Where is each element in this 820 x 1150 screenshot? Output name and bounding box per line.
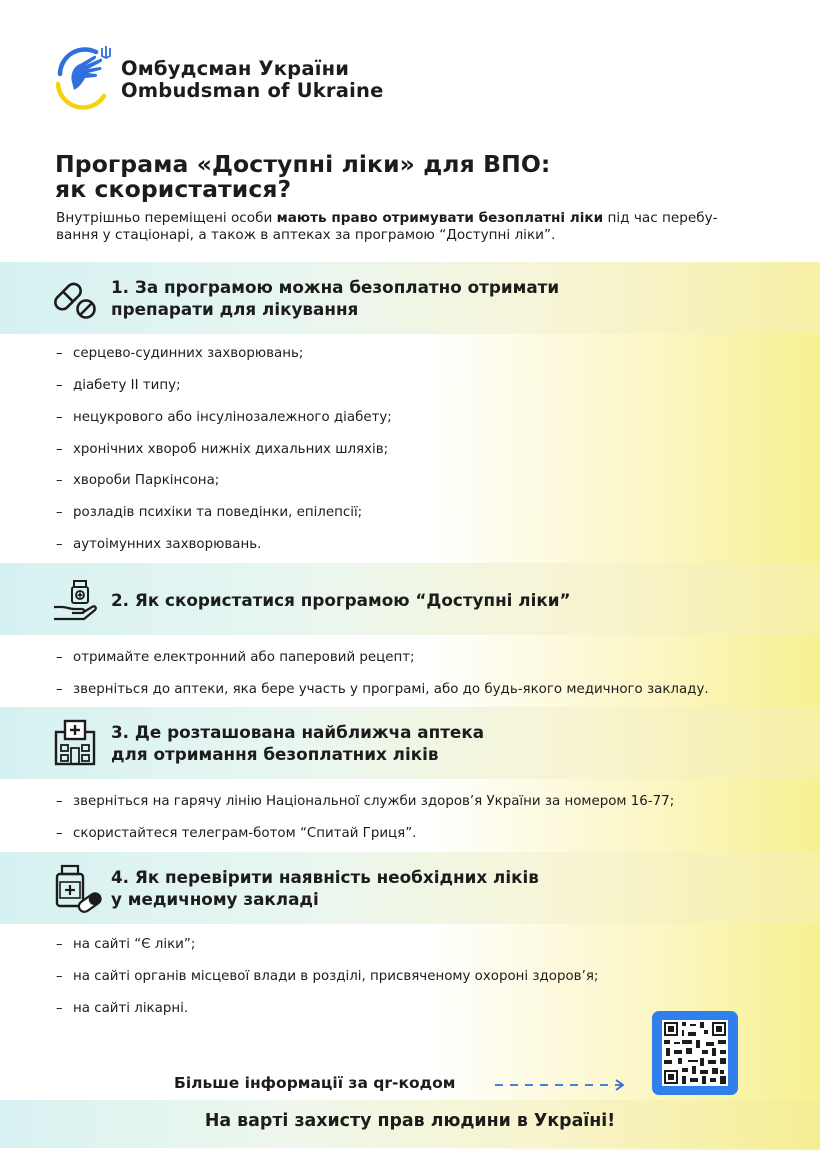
- pills-icon: [52, 278, 98, 324]
- heading-line: 3. Де розташована найближча аптека: [111, 722, 485, 742]
- heading-line: 2. Як скористатися програмою “Доступні ліки”: [111, 590, 571, 610]
- section-1-header: [0, 262, 820, 334]
- brand-en: Ombudsman of Ukraine: [121, 79, 384, 102]
- list-item-text: серцево-судинних захворювань;: [73, 346, 304, 361]
- list-item: – зверніться до аптеки, яка бере участь у програмі, або до будь-якого медичного закладу.: [56, 682, 709, 697]
- intro-paragraph: [56, 210, 756, 244]
- list-item-text: отримайте електронний або паперовий рецепт;: [73, 650, 415, 665]
- list-item-text: хвороби Паркінсона;: [73, 473, 220, 488]
- list-item: – зверніться на гарячу лінію Національної служби здоров’я України за номером 16-77;: [56, 794, 675, 809]
- list-item-text: хронічних хвороб нижніх дихальних шляхів;: [73, 442, 389, 457]
- section-2-heading: [111, 589, 571, 611]
- more-info-text: Більше інформації за qr-кодом: [174, 1074, 456, 1092]
- dashed-arrow-right-icon: [494, 1077, 628, 1096]
- page-title: [55, 152, 550, 202]
- slogan: На варті захисту прав людини в Україні!: [204, 1111, 616, 1131]
- list-item: – отримайте електронний або паперовий рецепт;: [56, 650, 415, 665]
- heading-line: 4. Як перевірити наявність необхідних ліків: [111, 867, 539, 887]
- heading-line: для отримання безоплатних ліків: [111, 744, 439, 764]
- list-item: – хронічних хвороб нижніх дихальних шляхів;: [56, 442, 389, 457]
- list-item: – діабету ІІ типу;: [56, 378, 181, 393]
- section-4-heading: [111, 866, 539, 910]
- list-item-text: зверніться на гарячу лінію Національної служби здоров’я України за номером 16-77;: [73, 794, 675, 809]
- list-item-text: на сайті органів місцевої влади в розділі, присвяченому охороні здоров’я;: [73, 969, 599, 984]
- list-item: – на сайті лікарні.: [56, 1001, 189, 1016]
- list-item: – аутоімунних захворювань.: [56, 537, 262, 552]
- list-item: – скористайтеся телеграм-ботом “Спитай Гриця”.: [56, 826, 417, 841]
- title-line-1: Програма «Доступні ліки» для ВПО:: [55, 150, 551, 178]
- brand-uk: Омбудсман України: [121, 57, 350, 80]
- intro-bold: мають право отримувати безоплатні ліки: [276, 210, 604, 226]
- intro-text: вання у стаціонарі, а також в аптеках за програмою “Доступні ліки”.: [56, 227, 556, 243]
- list-item-text: нецукрового або інсулінозалежного діабету;: [73, 410, 392, 425]
- list-item: – на сайті “Є ліки”;: [56, 937, 196, 952]
- qr-code-icon[interactable]: [652, 1011, 738, 1095]
- section-3-heading: [111, 721, 484, 765]
- section-4-header: [0, 852, 820, 924]
- list-item-text: скористайтеся телеграм-ботом “Спитай Гриця”.: [73, 826, 417, 841]
- list-item-text: аутоімунних захворювань.: [73, 537, 262, 552]
- section-2-header: [0, 563, 820, 635]
- ombudsman-hand-icon: [50, 44, 116, 110]
- list-item: – серцево-судинних захворювань;: [56, 346, 304, 361]
- list-item-text: на сайті “Є ліки”;: [73, 937, 196, 952]
- title-line-2: як скористатися?: [55, 175, 292, 203]
- list-item-text: на сайті лікарні.: [73, 1001, 189, 1016]
- list-item-text: розладів психіки та поведінки, епілепсії;: [73, 505, 363, 520]
- brand-name: [121, 58, 384, 102]
- section-3-header: [0, 707, 820, 779]
- list-item: – хвороби Паркінсона;: [56, 473, 220, 488]
- intro-text: під час перебу-: [603, 210, 718, 226]
- list-item: – на сайті органів місцевої влади в розділі, присвяченому охороні здоров’я;: [56, 969, 599, 984]
- list-item-text: діабету ІІ типу;: [73, 378, 181, 393]
- heading-line: 1. За програмою можна безоплатно отримати: [111, 277, 560, 297]
- intro-text: Внутрішньо переміщені особи: [56, 210, 277, 226]
- heading-line: у медичному закладі: [111, 889, 319, 909]
- medicine-bottle-icon: [52, 863, 102, 919]
- list-item-text: зверніться до аптеки, яка бере участь у програмі, або до будь-якого медичного закладу.: [73, 682, 709, 697]
- heading-line: препарати для лікування: [111, 299, 359, 319]
- section-1-heading: [111, 276, 559, 320]
- hand-medicine-icon: [52, 577, 100, 625]
- list-item: – нецукрового або інсулінозалежного діабету;: [56, 410, 392, 425]
- pharmacy-building-icon: [52, 718, 98, 772]
- list-item: – розладів психіки та поведінки, епілепсії;: [56, 505, 363, 520]
